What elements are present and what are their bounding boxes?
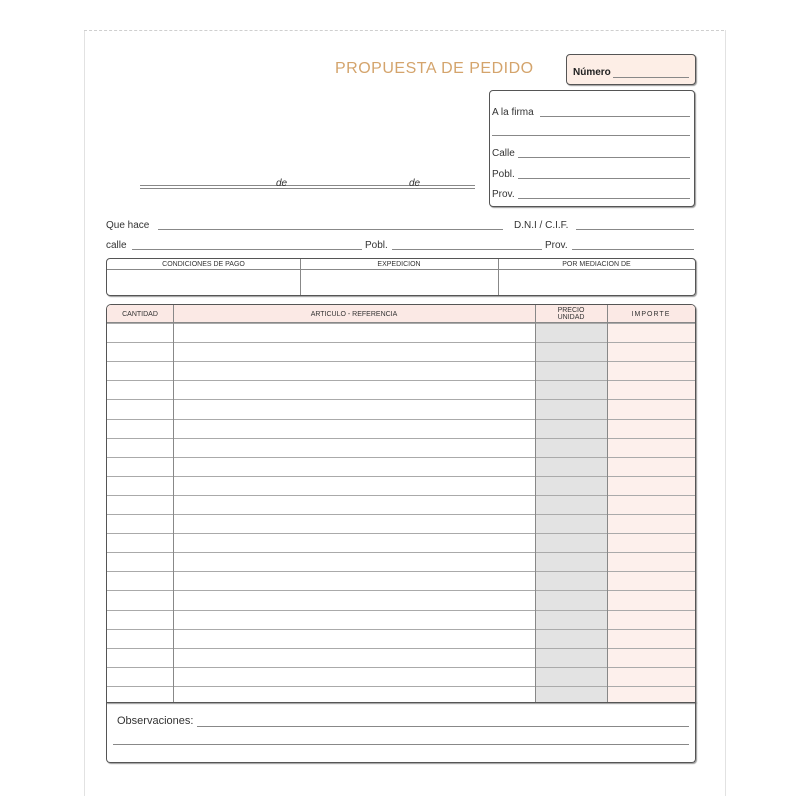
col-divider-cantidad: [173, 305, 174, 702]
importe-column-shade: [607, 305, 695, 702]
prov-line[interactable]: [518, 198, 690, 199]
que-hace-line[interactable]: [158, 229, 503, 230]
calle-line[interactable]: [518, 157, 690, 158]
conditions-box: [106, 258, 696, 296]
recipient-box: [489, 90, 695, 207]
observaciones-line-2[interactable]: [113, 744, 689, 745]
perforation-line: [84, 30, 724, 31]
date-line[interactable]: [140, 185, 475, 189]
observaciones-label: Observaciones:: [117, 715, 194, 727]
numero-label: Número: [573, 67, 611, 78]
observaciones-box: [106, 701, 696, 763]
col-divider-articulo: [535, 305, 536, 702]
pobl2-label: Pobl.: [365, 240, 388, 251]
numero-field[interactable]: [566, 54, 696, 85]
cantidad-header: CANTIDAD: [122, 311, 158, 318]
numero-line: [613, 77, 689, 78]
col-divider-precio: [607, 305, 608, 702]
articulo-header: ARTICULO - REFERENCIA: [310, 311, 398, 318]
firma-line[interactable]: [540, 116, 690, 117]
precio-header-2: UNIDAD: [557, 314, 585, 321]
items-table: [106, 304, 696, 703]
firma-label: A la firma: [492, 107, 534, 118]
observaciones-line-1[interactable]: [197, 726, 689, 727]
prov2-label: Prov.: [545, 240, 568, 251]
precio-column-shade: [535, 305, 607, 702]
calle2-label: calle: [106, 240, 127, 251]
date-de-1: de: [276, 178, 288, 189]
form-title: PROPUESTA DE PEDIDO: [335, 60, 534, 77]
expedicion-header: EXPEDICION: [377, 261, 421, 268]
por-mediacion-header: POR MEDIACION DE: [562, 261, 631, 268]
que-hace-label: Que hace: [106, 220, 150, 231]
date-de-2: de: [409, 178, 421, 189]
firma-line-2[interactable]: [492, 135, 690, 136]
pobl-line[interactable]: [518, 178, 690, 179]
calle2-line[interactable]: [132, 249, 362, 250]
pobl2-line[interactable]: [392, 249, 542, 250]
dni-label: D.N.I / C.I.F.: [514, 220, 569, 231]
condiciones-pago-header: CONDICIONES DE PAGO: [162, 261, 245, 268]
pobl-label: Pobl.: [492, 169, 515, 180]
prov2-line[interactable]: [572, 249, 694, 250]
precio-header-1: PRECIO: [557, 307, 585, 314]
importe-header: IMPORTE: [631, 311, 671, 318]
prov-label: Prov.: [492, 189, 515, 200]
calle-label: Calle: [492, 148, 515, 159]
dni-line[interactable]: [576, 229, 694, 230]
